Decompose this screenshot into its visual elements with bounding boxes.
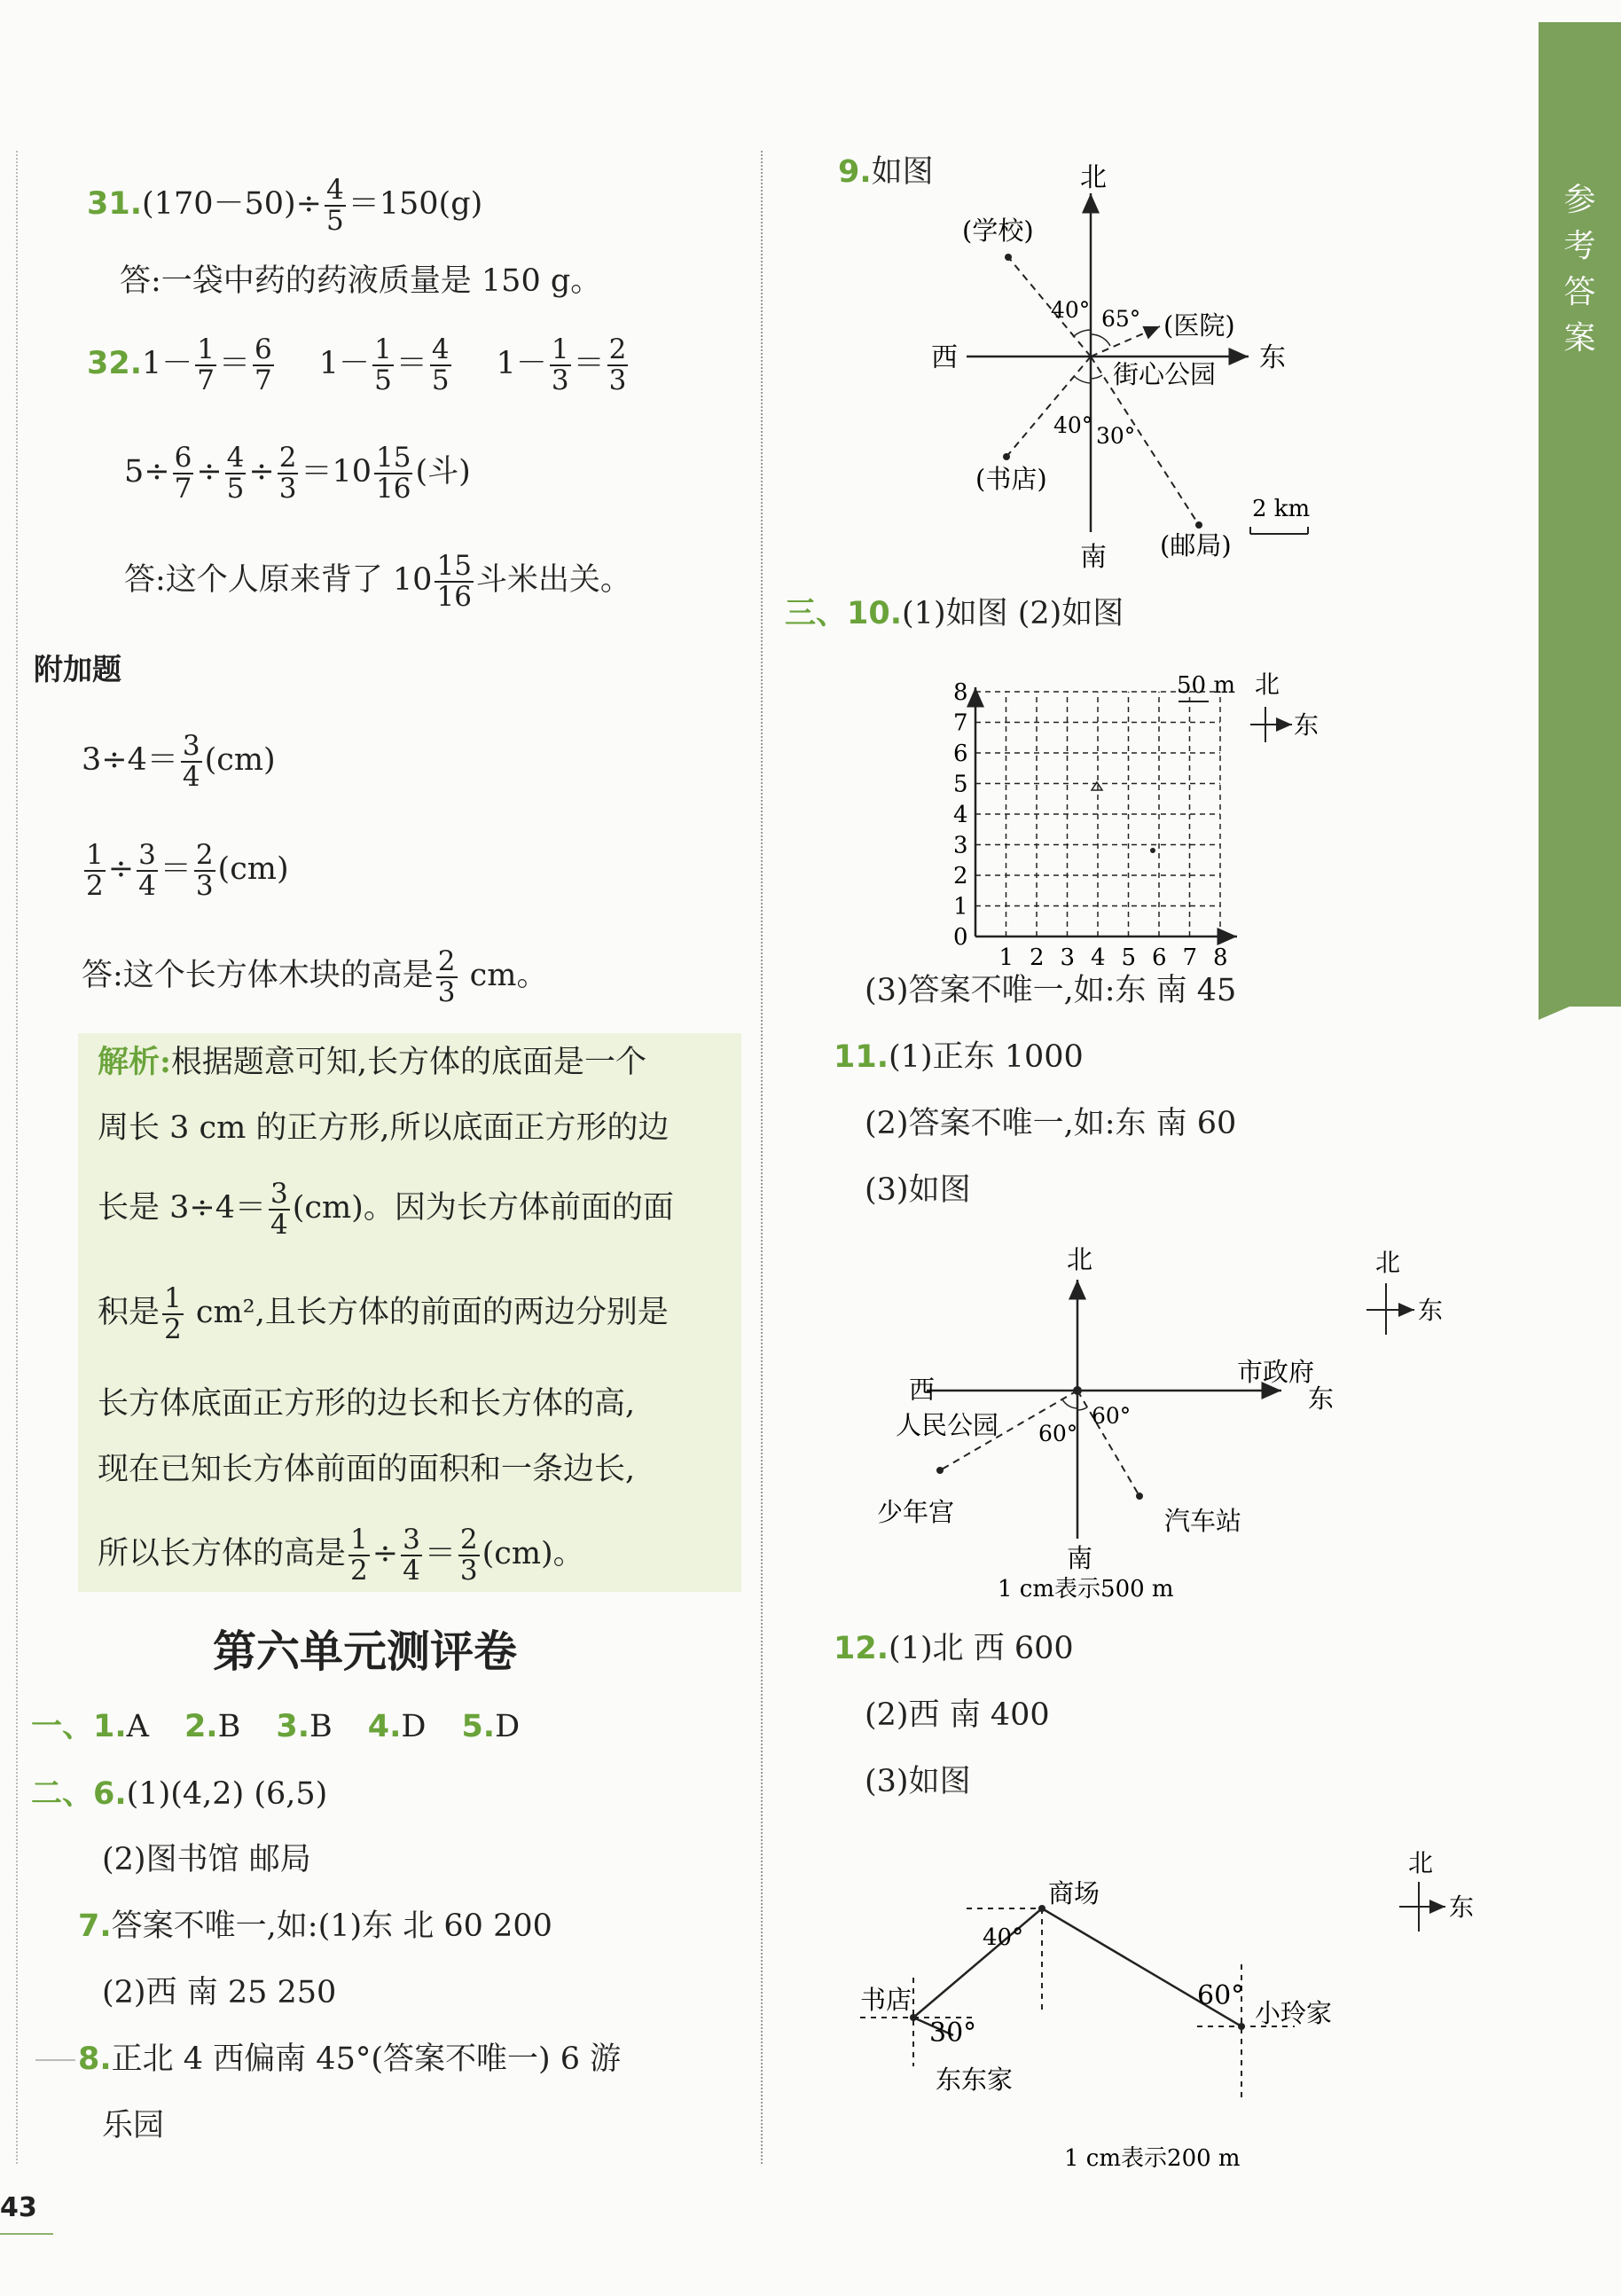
page-number-rule: [0, 2233, 53, 2235]
analysis-line7: 所以长方体的高是 $\frac{1}{2}$ ÷ $\frac{3}{4}$ ＝ $\frac{2}{3}$ (cm)。: [98, 1524, 584, 1587]
x-tick-label: 1: [998, 944, 1014, 971]
q12-bookstore: 书店: [860, 1985, 912, 2015]
q9-post: (邮局): [1160, 530, 1232, 560]
post-point: [1195, 521, 1202, 529]
q11-scale: 1 cm表示500 m: [998, 1576, 1174, 1602]
q10-north: 北: [1255, 670, 1280, 699]
page-number: 43: [0, 2192, 37, 2223]
q7-line2: (2)西 南 25 250: [102, 1975, 337, 2010]
q7-line1: 7.答案不唯一,如:(1)东 北 60 200: [78, 1908, 552, 1944]
q9-angle-30: 30°: [1096, 423, 1136, 449]
q31-number: 31.: [87, 186, 143, 223]
q12-line1: 12.(1)北 西 600: [834, 1631, 1074, 1666]
extra-title: 附加题: [34, 652, 121, 686]
side-tab-corner: [1539, 984, 1621, 1020]
x-tick-label: 3: [1060, 944, 1076, 971]
q11-angle-b: 60°: [1092, 1403, 1132, 1429]
left-margin-line: [16, 151, 18, 2164]
q11-diagram: [865, 1237, 1485, 1610]
q12-angle-60: 60°: [1197, 1980, 1245, 2011]
q10-scale: 50 m: [1177, 672, 1236, 699]
q11-line3: (3)如图: [865, 1172, 971, 1208]
section1-answers: 一、1.A 2.B 3.B 4.D 5.D: [31, 1709, 521, 1744]
q31-answer: 答:一袋中药的药液质量是 150 g。: [120, 263, 602, 299]
q12-home-dd: 东东家: [936, 2065, 1014, 2095]
q32-number: 32.: [87, 346, 143, 382]
q9-angle-40b: 40°: [1053, 412, 1093, 438]
q11-line1: 11.(1)正东 1000: [834, 1039, 1084, 1075]
q11-compass-east: 东: [1418, 1296, 1444, 1325]
bookstore-point: [1003, 453, 1010, 460]
q12-compass-north: 北: [1408, 1848, 1434, 1877]
q8-rule: [35, 2059, 75, 2061]
q9-east: 东: [1259, 342, 1286, 373]
x-tick-label: 8: [1213, 944, 1228, 971]
q11-park: 人民公园: [896, 1410, 999, 1440]
extra-answer: 答:这个长方体木块的高是 $\frac{2}{3}$ cm。: [82, 945, 548, 1008]
q12-home-xl: 小玲家: [1255, 1998, 1333, 2028]
y-tick-label: 6: [953, 741, 968, 767]
q32-line2: 5÷ $\frac{6}{7}$ ÷ $\frac{4}{5}$ ÷ $\frac{2}{3}$ ＝10 $\frac{15}{16}$ (斗): [124, 442, 471, 505]
q11-station: 汽车站: [1164, 1506, 1242, 1536]
side-tab: [1539, 22, 1621, 1007]
q11-line2: (2)答案不唯一,如:东 南 60: [865, 1106, 1237, 1141]
q9-angle-65: 65°: [1101, 306, 1141, 332]
q12-angle-30: 30°: [929, 2018, 977, 2049]
q11-angle-a: 60°: [1038, 1421, 1078, 1446]
q12-line3: (3)如图: [865, 1764, 971, 1799]
q12-compass-east: 东: [1449, 1892, 1475, 1922]
y-tick-label: 4: [953, 802, 968, 828]
q11-south: 南: [1067, 1543, 1093, 1573]
q32-line1: 32.1－ $\frac{1}{7}$ ＝ $\frac{6}{7}$ 1－ $\frac{1}{5}$ ＝ $\frac{4}{5}$ 1－ $\frac{1}{3}$ ＝ $\frac{2}{3}$: [87, 333, 627, 396]
q10-line: 三、10.(1)如图 (2)如图: [785, 596, 1124, 631]
y-tick-label: 3: [953, 832, 968, 859]
q10-grid: [944, 661, 1343, 971]
school-point: [1005, 254, 1012, 261]
x-tick-label: 5: [1121, 944, 1137, 971]
y-tick-label: 1: [953, 893, 968, 921]
q9-scale: 2 km: [1252, 496, 1311, 522]
q12-mall: 商场: [1048, 1878, 1100, 1908]
q9-west: 西: [931, 342, 958, 373]
extra-line1: 3÷4＝ $\frac{3}{4}$ (cm): [82, 730, 276, 793]
y-tick-label: 8: [953, 679, 968, 706]
column-divider: [761, 151, 763, 2164]
q9-hospital: (医院): [1163, 310, 1235, 341]
extra-line2: $\frac{1}{2}$ ÷ $\frac{3}{4}$ ＝ $\frac{2}{3}$ (cm): [86, 839, 289, 902]
unit-title: 第六单元测评卷: [213, 1626, 518, 1677]
q12-diagram: [851, 1836, 1490, 2182]
q9-bookstore: (书店): [975, 464, 1047, 494]
x-tick-label: 2: [1030, 944, 1045, 971]
analysis-line2: 周长 3 cm 的正方形,所以底面正方形的边: [98, 1110, 670, 1146]
q9-diagram: [913, 151, 1321, 576]
y-tick-label: 5: [953, 771, 968, 798]
q9-angle-40a: 40°: [1051, 297, 1091, 323]
analysis-line1: 解析:根据题意可知,长方体的底面是一个: [98, 1044, 647, 1080]
y-tick-label: 2: [953, 863, 968, 889]
x-tick-label: 7: [1182, 944, 1198, 971]
q10-east: 东: [1294, 710, 1320, 740]
bookstore-line: [1006, 357, 1091, 457]
q9-school: (学校): [962, 215, 1034, 246]
q9-park: 街心公园: [1113, 359, 1217, 389]
y-tick-label: 7: [953, 709, 968, 737]
q32-answer: 答:这个人原来背了 10 $\frac{15}{16}$ 斗米出关。: [124, 550, 631, 613]
q31-line: 31.(170－50)÷ $\frac{4}{5}$ ＝150(g): [87, 174, 483, 237]
q8-line2: 乐园: [102, 2108, 165, 2143]
q9-south: 南: [1080, 542, 1107, 573]
q12-angle-40: 40°: [983, 1924, 1024, 1951]
side-tab-label: 参 考 答 案: [1563, 182, 1596, 357]
x-tick-label: 4: [1091, 944, 1106, 971]
analysis-line5: 长方体底面正方形的边长和长方体的高,: [98, 1386, 636, 1422]
q11-east: 东: [1308, 1383, 1335, 1414]
q12-scale: 1 cm表示200 m: [1064, 2145, 1241, 2172]
q11-gov: 市政府: [1237, 1357, 1315, 1387]
q11-compass-north: 北: [1375, 1248, 1401, 1277]
q12-line2: (2)西 南 400: [865, 1697, 1050, 1733]
q8-line1: 8.正北 4 西偏南 45°(答案不唯一) 6 游: [78, 2041, 622, 2077]
y-tick-label: 0: [953, 924, 968, 951]
q11-north: 北: [1067, 1244, 1093, 1274]
q6-line2: (2)图书馆 邮局: [102, 1842, 311, 1877]
x-tick-label: 6: [1152, 944, 1167, 971]
analysis-line4: 积是 $\frac{1}{2}$ cm²,且长方体的前面的两边分别是: [98, 1282, 669, 1345]
q11-west: 西: [909, 1375, 936, 1405]
q10-answer3: (3)答案不唯一,如:东 南 45: [865, 973, 1237, 1008]
fraction: $\frac{4}{5}$: [326, 174, 344, 237]
grid-point: [1150, 848, 1155, 853]
q11-palace: 少年宫: [877, 1497, 955, 1527]
analysis-line3: 长是 3÷4＝ $\frac{3}{4}$ (cm)。因为长方体前面的面: [98, 1178, 674, 1241]
q9-line: 9.如图: [838, 154, 934, 190]
analysis-line6: 现在已知长方体前面的面积和一条边长,: [98, 1452, 636, 1487]
q9-north: 北: [1080, 162, 1107, 193]
q6-line1: 二、6.(1)(4,2) (6,5): [31, 1776, 328, 1812]
